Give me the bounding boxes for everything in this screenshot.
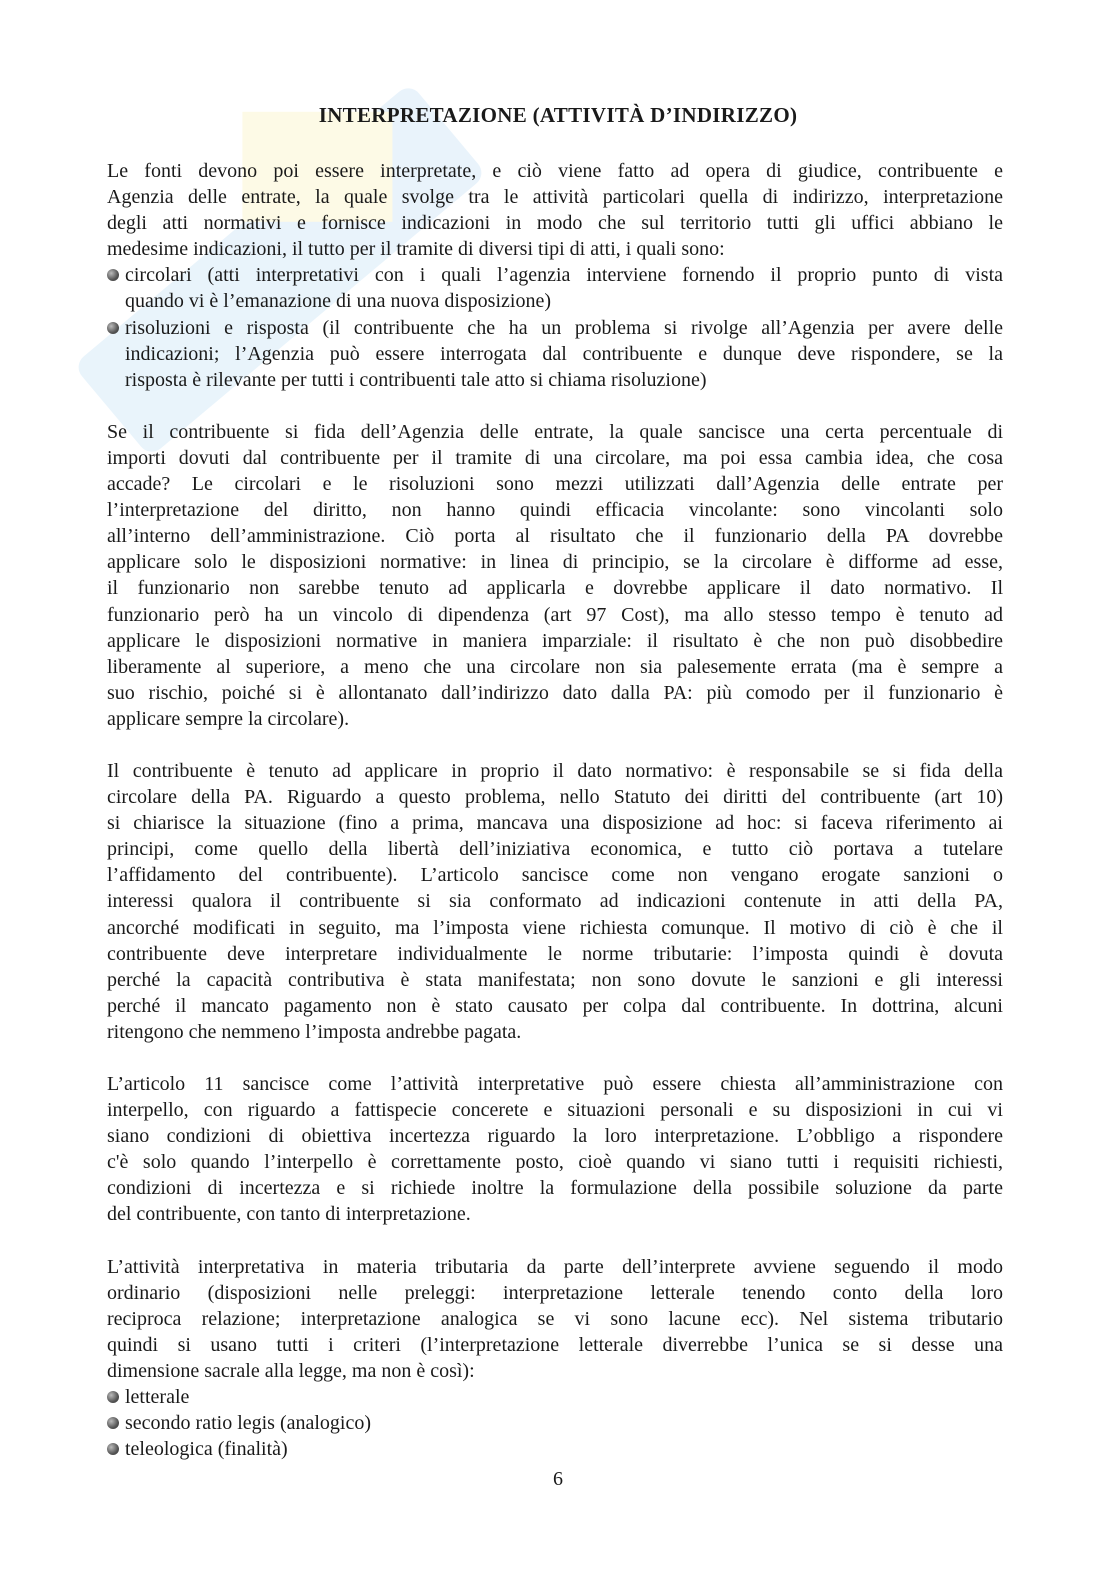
bullet-icon bbox=[107, 1443, 119, 1455]
text-line: Se il contribuente si fida dell’Agenzia delle entrate, la quale sancisce una certa percentuale di bbox=[107, 420, 1003, 443]
text-line: risposta è rilevante per tutti i contribuenti tale atto si chiama risoluzione) bbox=[125, 368, 707, 391]
text-line: liberamente al superiore, a meno che una circolare non sia palesemente errata (ma è sempre a bbox=[107, 655, 1003, 678]
text-line: condizioni di incertezza e si richiede inoltre la formulazione della possibile soluzione da parte bbox=[107, 1177, 1003, 1200]
list-item bbox=[107, 1384, 1003, 1410]
text-line: circolari (atti interpretativi con i quali l’agenzia interviene fornendo il proprio punto di vista bbox=[125, 264, 1003, 287]
text-line: applicare le disposizioni normative in maniera imparziale: il risultato è che non può disobbedire bbox=[107, 629, 1003, 652]
text-line: suo rischio, poiché si è allontanato dall’indirizzo dato dalla PA: più comodo per il funzionario è bbox=[107, 681, 1003, 704]
text-line: applicare solo le disposizioni normative: in linea di principio, se la circolare è difforme ad esse, bbox=[107, 551, 1003, 574]
paragraph bbox=[107, 419, 1003, 732]
text-line: Il contribuente è tenuto ad applicare in proprio il dato normativo: è responsabile se si fida della bbox=[107, 759, 1003, 782]
paragraph bbox=[107, 158, 1003, 262]
page-number: 6 bbox=[553, 1468, 563, 1490]
text-line: circolare della PA. Riguardo a questo problema, nello Statuto dei diritti del contribuente (art 10) bbox=[107, 786, 1003, 809]
bullet-icon bbox=[107, 269, 119, 281]
paragraph bbox=[107, 1071, 1003, 1228]
text-line: ordinario (disposizioni nelle preleggi: interpretazione letterale tenendo conto della loro bbox=[107, 1281, 1003, 1304]
text-line: contribuente deve interpretare individualmente le norme tributarie: l’imposta quindi è dovuta bbox=[107, 942, 1003, 965]
text-line: L’articolo 11 sancisce come l’attività interpretative può essere chiesta all’amministrazione con bbox=[107, 1073, 1003, 1095]
text-line: importi dovuti dal contribuente per il tramite di una circolare, ma poi essa cambia idea, che cosa bbox=[107, 446, 1003, 469]
text-line: perché il mancato pagamento non è stato causato per colpa dal contribuente. In dottrina, alcuni bbox=[107, 994, 1003, 1017]
bullet-list bbox=[107, 262, 1003, 392]
page-title: INTERPRETAZIONE (ATTIVITÀ D’INDIRIZZO) bbox=[318, 103, 798, 127]
text-line: all’interno dell’amministrazione. Ciò porta al risultato che il funzionario della PA dovrebbe bbox=[107, 525, 1003, 548]
text-line: L’attività interpretativa in materia tributaria da parte dell’interprete avviene seguendo il modo bbox=[107, 1255, 1003, 1278]
list-item bbox=[107, 1410, 1003, 1436]
text-line: l’interpretazione del diritto, non hanno quindi efficacia vincolante: sono vincolanti solo bbox=[107, 499, 1003, 522]
paragraph bbox=[107, 1254, 1003, 1384]
text-line: quando vi è l’emanazione di una nuova disposizione) bbox=[125, 290, 551, 313]
list-item bbox=[107, 1436, 1003, 1462]
text-line: dimensione sacrale alla legge, ma non è così): bbox=[107, 1359, 475, 1382]
bullet-icon bbox=[107, 1391, 119, 1403]
text-line: applicare sempre la circolare). bbox=[107, 707, 350, 730]
bullet-icon bbox=[107, 322, 119, 334]
text-line: Agenzia delle entrate, la quale svolge tra le attività particolari quella di indirizzo, interpretazione bbox=[107, 186, 1003, 209]
text-line: quindi si usano tutti i criteri (l’interpretazione letterale diverrebbe l’unica se si desse una bbox=[107, 1333, 1003, 1356]
text-line: principi, come quello della libertà dell’iniziativa economica, e tutto ciò portava a tutelare bbox=[107, 838, 1003, 861]
text-line: perché la capacità contributiva è stata manifestata; non sono dovute le sanzioni e gli interessi bbox=[107, 968, 1003, 991]
text-line: funzionario però ha un vincolo di dipendenza (art 97 Cost), ma allo stesso tempo è tenuto ad bbox=[107, 603, 1003, 626]
text-line: c'è solo quando l’interpello è correttamente posto, cioè quando vi siano tutti i requisiti richiesti, bbox=[107, 1151, 1003, 1174]
text-line: teleologica (finalità) bbox=[125, 1438, 288, 1461]
text-line: Le fonti devono poi essere interpretate, e ciò viene fatto ad opera di giudice, contribuente e bbox=[107, 160, 1003, 182]
text-line: ancorché modificati in seguito, ma l’imposta viene richiesta comunque. Il motivo di ciò è che il bbox=[107, 916, 1003, 939]
bullet-list bbox=[107, 1384, 1003, 1462]
text-line: degli atti normativi e fornisce indicazioni in modo che sul territorio tutti gli uffici abbiano le bbox=[107, 212, 1003, 235]
list-item bbox=[107, 315, 1003, 393]
text-line: del contribuente, con tanto di interpretazione. bbox=[107, 1203, 471, 1226]
text-line: si chiarisce la situazione (fino a prima, mancava una disposizione ad hoc: si faceva riferimento ai bbox=[107, 812, 1003, 835]
bullet-icon bbox=[107, 1417, 119, 1429]
text-line: risoluzioni e risposta (il contribuente che ha un problema si rivolge all’Agenzia per avere delle bbox=[125, 316, 1003, 339]
text-line: indicazioni; l’Agenzia può essere interrogata dal contribuente e dunque deve rispondere, se la bbox=[125, 342, 1003, 365]
text-line: medesime indicazioni, il tutto per il tramite di diversi tipi di atti, i quali sono: bbox=[107, 238, 725, 261]
list-item bbox=[107, 262, 1003, 314]
paragraph bbox=[107, 758, 1003, 1045]
text-line: reciproca relazione; interpretazione analogica se vi sono lacune ecc). Nel sistema tributario bbox=[107, 1307, 1003, 1330]
text-line: il funzionario non sarebbe tenuto ad applicarla e dovrebbe applicare il dato normativo. Il bbox=[107, 577, 1003, 600]
text-line: letterale bbox=[125, 1386, 190, 1409]
text-line: interpello, con riguardo a fattispecie concerete e situazioni personali e su disposizioni in cui vi bbox=[107, 1099, 1003, 1122]
text-line: ritengono che nemmeno l’imposta andrebbe pagata. bbox=[107, 1020, 522, 1043]
text-line: interessi qualora il contribuente si sia conformato ad indicazioni contenute in atti della PA, bbox=[107, 890, 1003, 913]
document-body bbox=[107, 158, 1003, 1462]
text-line: l’affidamento del contribuente). L’articolo sancisce come non vengano erogate sanzioni o bbox=[107, 864, 1003, 887]
text-line: secondo ratio legis (analogico) bbox=[125, 1412, 372, 1435]
text-line: accade? Le circolari e le risoluzioni sono mezzi utilizzati dall’Agenzia delle entrate per bbox=[107, 473, 1003, 496]
text-line: siano condizioni di obiettiva incertezza riguardo la loro interpretazione. L’obbligo a rispondere bbox=[107, 1125, 1003, 1148]
